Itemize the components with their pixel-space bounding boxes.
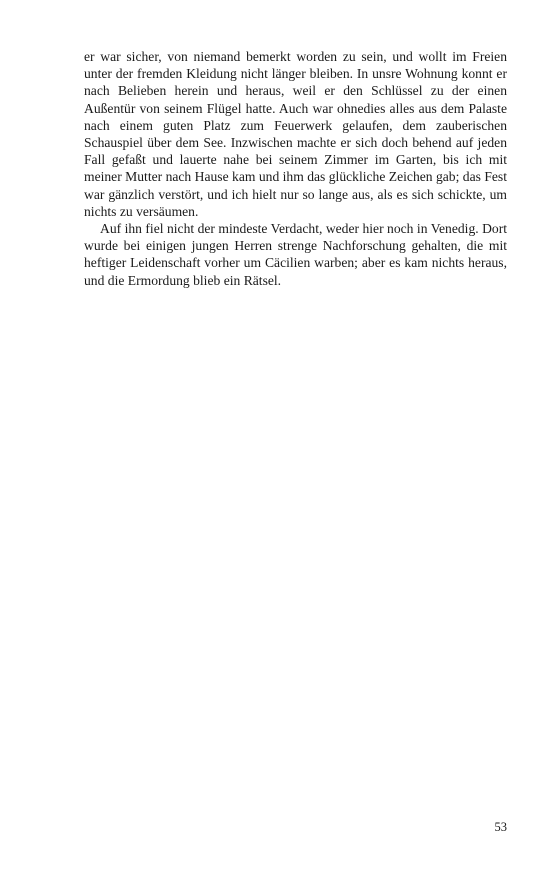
paragraph-1: er war sicher, von niemand bemerkt worden zu sein, und wollt im Freien unter der fremden Kleidung nicht länger bleiben. In unsre Wohnung konnt er nach Belieben herein und heraus, weil er den Schlüssel zu der einen Außentür von seinem Flügel hatte. Auch war ohnedies alles aus dem Palaste nach einem guten Platz zum Feuerwerk gelaufen, dem zauberischen Schauspiel über dem See. Inzwischen machte er sich doch behend auf jeden Fall gefaßt und lauerte nahe bei seinem Zimmer im Garten, bis ich mit meiner Mutter nach Hause kam und ihm das glückliche Zeichen gab; das Fest war gänzlich verstört, und ich hielt nur so lange aus, als es sich schickte, um nichts zu versäumen.: [84, 49, 507, 219]
body-text: [84, 48, 507, 289]
paragraph-2: Auf ihn fiel nicht der mindeste Verdacht, weder hier noch in Venedig. Dort wurde bei einigen jungen Herren strenge Nachforschung gehalten, die mit heftiger Leidenschaft vorher um Cäcilien warben; aber es kam nichts heraus, und die Ermordung blieb ein Rätsel.: [84, 221, 507, 288]
page-number: 53: [494, 820, 507, 834]
